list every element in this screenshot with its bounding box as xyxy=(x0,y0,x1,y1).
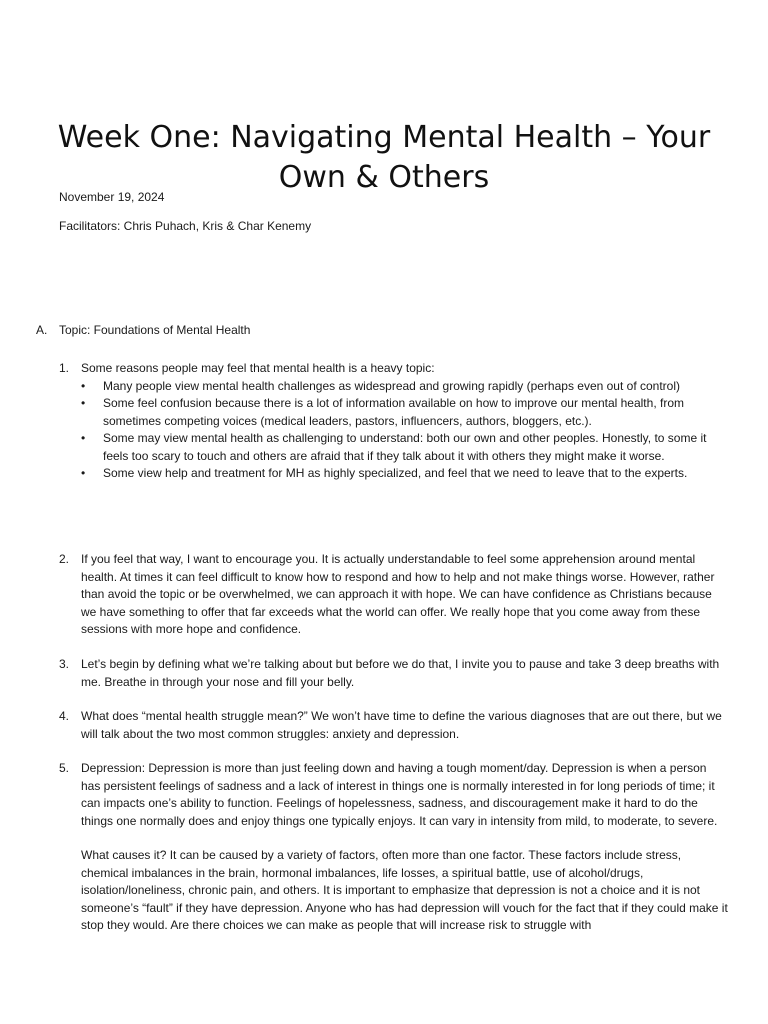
list-item-continuation: What causes it? It can be caused by a variety of factors, often more than one factor. These factors include stress, chemical imbalances in the brain, hormonal imbalances, life losses, a spiritual battle, use of alcohol/drugs, isolation/loneliness, chronic pain, and others. It is important to emphasize that depression is not a choice and it is not someone’s “fault” if they have depression. Anyone who has had depression will vouch for the fact that if they could make it stop they would. Are there choices we can make as people that will increase risk to struggle with xyxy=(81,848,728,932)
list-item-number: 2. xyxy=(59,552,70,566)
bullet-icon: • xyxy=(81,466,86,480)
list-item-text: Some reasons people may feel that mental health is a heavy topic: xyxy=(81,361,435,375)
bullet-icon: • xyxy=(81,396,86,410)
bullet-icon: • xyxy=(81,431,86,445)
list-item-3 xyxy=(59,656,729,691)
list-item-text: If you feel that way, I want to encourage you. It is actually understandable to feel some apprehension around mental health. At times it can feel difficult to know how to respond and how to help and not make things worse. However, rather than avoid the topic or be overwhelmed, we can approach it with hope. We can have confidence as Christians because we have something to offer that far exceeds what the world can offer. We really hope that you come away from these sessions with more hope and confidence. xyxy=(81,552,715,636)
bullet-icon: • xyxy=(81,378,86,393)
bullet-list xyxy=(81,378,729,483)
bullet-item: • Some may view mental health as challenging to understand: both our own and other peoples. Honestly, to some it feels too scary to touch and others are afraid that if they talk about it with others they might make it worse. xyxy=(81,431,707,463)
bullet-item: • Some view help and treatment for MH as highly specialized, and feel that we need to leave that to the experts. xyxy=(81,465,729,483)
bullet-item: • Many people view mental health challenges as widespread and growing rapidly (perhaps even out of control) xyxy=(81,378,729,396)
list-item-number: 3. xyxy=(59,657,70,671)
document-date: November 19, 2024 xyxy=(59,190,165,204)
list-item-4 xyxy=(59,708,729,743)
section-title: Topic: Foundations of Mental Health xyxy=(59,323,251,337)
list-item-2 xyxy=(59,551,729,639)
list-item-number: 5. xyxy=(59,761,70,775)
facilitators-line: Facilitators: Chris Puhach, Kris & Char Kenemy xyxy=(59,219,312,233)
list-item-text: What does “mental health struggle mean?” We won’t have time to define the various diagnoses that are out there, but we will talk about the two most common struggles: anxiety and depression. xyxy=(81,709,722,741)
list-item-number: 1. xyxy=(59,361,70,375)
list-item-text: Let’s begin by defining what we’re talking about but before we do that, I invite you to pause and take 3 deep breaths with me. Breathe in through your nose and fill your belly. xyxy=(81,657,720,689)
section-marker: A. xyxy=(36,323,48,337)
document-title: Week One: Navigating Mental Health – Your Own & Others xyxy=(57,120,711,196)
section-heading xyxy=(36,322,250,338)
bullet-item: • Some feel confusion because there is a lot of information available on how to improve our mental health, from sometimes competing voices (medical leaders, pastors, influencers, authors, bloggers, etc.). xyxy=(81,396,684,428)
list-item-number: 4. xyxy=(59,709,70,723)
list-item-5 xyxy=(59,760,729,935)
list-item-1 xyxy=(59,360,729,483)
list-item-text: Depression: Depression is more than just feeling down and having a tough moment/day. Depression is when a person has persistent feelings of sadness and a lack of interest in things one is normally interested in for long periods of time; it can impacts one’s ability to function. Feelings of hopelessness, sadness, and discouragement make it hard to do the things one normally does and enjoy things one typically enjoys. It can vary in intensity from mild, to moderate, to severe. xyxy=(81,761,718,828)
